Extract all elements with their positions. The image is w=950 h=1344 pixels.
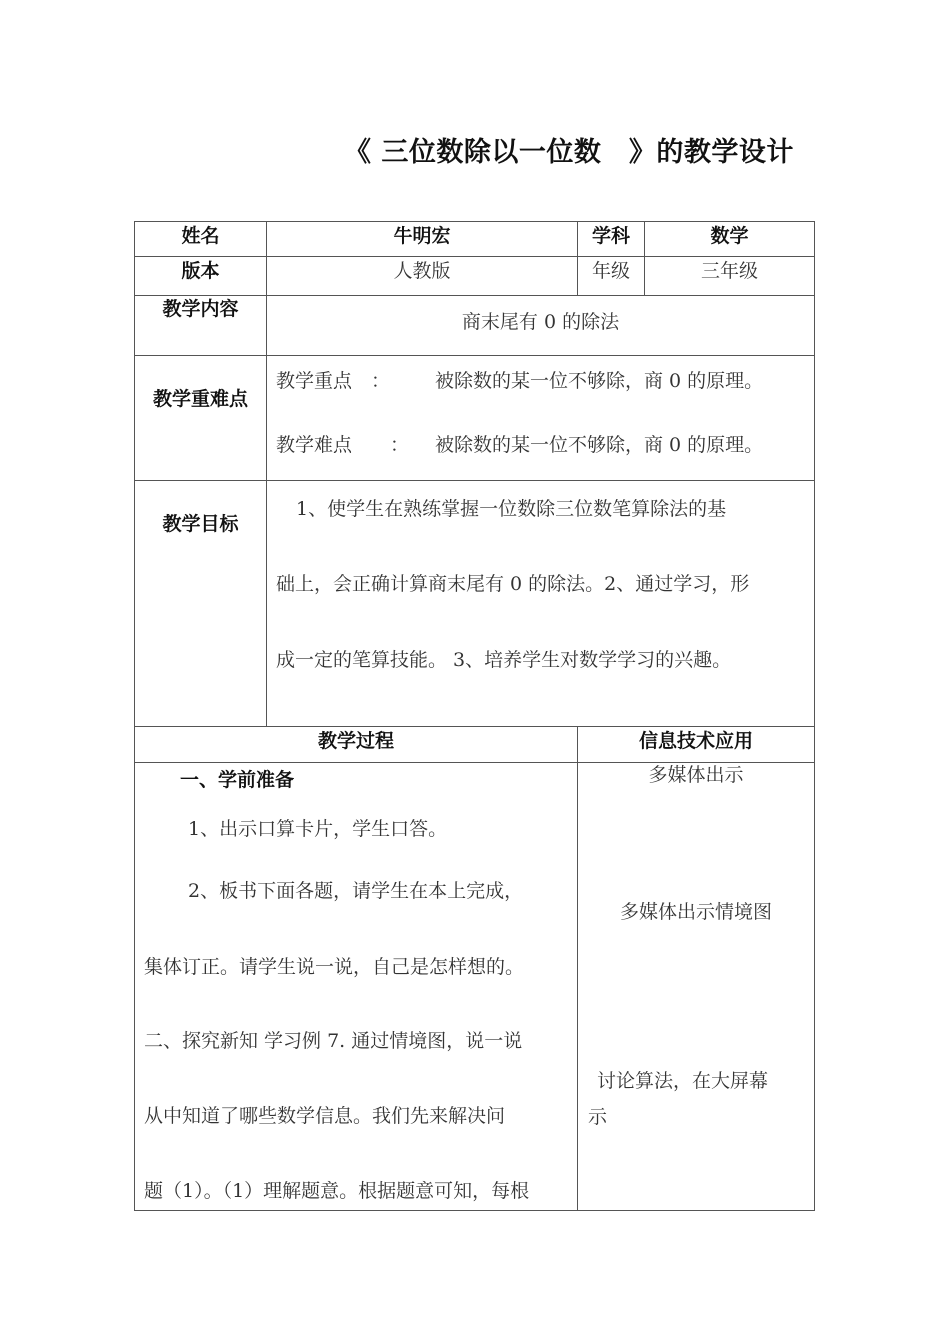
process-line: 2、板书下面各题，请学生在本上完成， bbox=[188, 880, 524, 902]
key-points-label: 教学重难点 bbox=[152, 388, 248, 410]
goals-label: 教学目标 bbox=[162, 513, 239, 535]
tech-item: 多媒体出示情境图 bbox=[619, 901, 772, 923]
difficulty-label: 教学难点 ： bbox=[276, 434, 410, 456]
row-divider bbox=[134, 295, 815, 296]
tech-item: 示 bbox=[588, 1106, 608, 1128]
table-border-top bbox=[134, 221, 815, 222]
column-divider bbox=[266, 221, 267, 726]
process-header: 教学过程 bbox=[317, 730, 394, 752]
row-divider bbox=[134, 762, 815, 763]
row-divider bbox=[134, 256, 815, 257]
process-line: 1、出示口算卡片，学生口答。 bbox=[188, 818, 448, 840]
content-value: 商末尾有 0 的除法 bbox=[461, 311, 620, 333]
row-divider bbox=[134, 726, 815, 727]
tech-header: 信息技术应用 bbox=[638, 730, 753, 752]
subject-value: 数学 bbox=[710, 225, 749, 247]
row-divider bbox=[134, 480, 815, 481]
page-title: 《 三位数除以一位数 》的教学设计 bbox=[344, 137, 794, 168]
table-border-right bbox=[814, 221, 815, 1211]
grade-label: 年级 bbox=[591, 260, 630, 282]
table-border-bottom bbox=[134, 1210, 815, 1211]
goals-line: 1、使学生在熟练掌握一位数除三位数笔算除法的基 bbox=[296, 498, 727, 520]
goals-line: 成一定的笔算技能。 3、培养学生对数学学习的兴趣。 bbox=[276, 649, 732, 671]
focus-label: 教学重点 ： bbox=[276, 370, 391, 392]
table-border-left bbox=[134, 221, 135, 1211]
row-divider bbox=[134, 355, 815, 356]
content-label: 教学内容 bbox=[162, 298, 239, 320]
section-heading: 一、学前准备 bbox=[180, 769, 295, 791]
focus-value: 被除数的某一位不够除，商 0 的原理。 bbox=[435, 370, 764, 392]
name-label: 姓名 bbox=[181, 225, 220, 247]
process-line: 二、探究新知 学习例 7. 通过情境图，说一说 bbox=[144, 1030, 523, 1052]
goals-line: 础上，会正确计算商末尾有 0 的除法。2、通过学习，形 bbox=[276, 573, 750, 595]
process-line: 集体订正。请学生说一说，自己是怎样想的。 bbox=[144, 956, 525, 978]
process-line: 从中知道了哪些数学信息。我们先来解决问 bbox=[144, 1105, 506, 1127]
difficulty-value: 被除数的某一位不够除，商 0 的原理。 bbox=[435, 434, 764, 456]
edition-value: 人教版 bbox=[393, 260, 451, 282]
tech-item: 讨论算法，在大屏幕 bbox=[597, 1070, 769, 1092]
edition-label: 版本 bbox=[181, 260, 220, 282]
tech-item: 多媒体出示 bbox=[648, 764, 744, 786]
name-value: 牛明宏 bbox=[393, 225, 451, 247]
process-line: 题（1）。（1）理解题意。根据题意可知，每根 bbox=[144, 1180, 530, 1202]
column-divider bbox=[577, 726, 578, 1211]
subject-label: 学科 bbox=[591, 225, 630, 247]
grade-value: 三年级 bbox=[700, 260, 758, 282]
